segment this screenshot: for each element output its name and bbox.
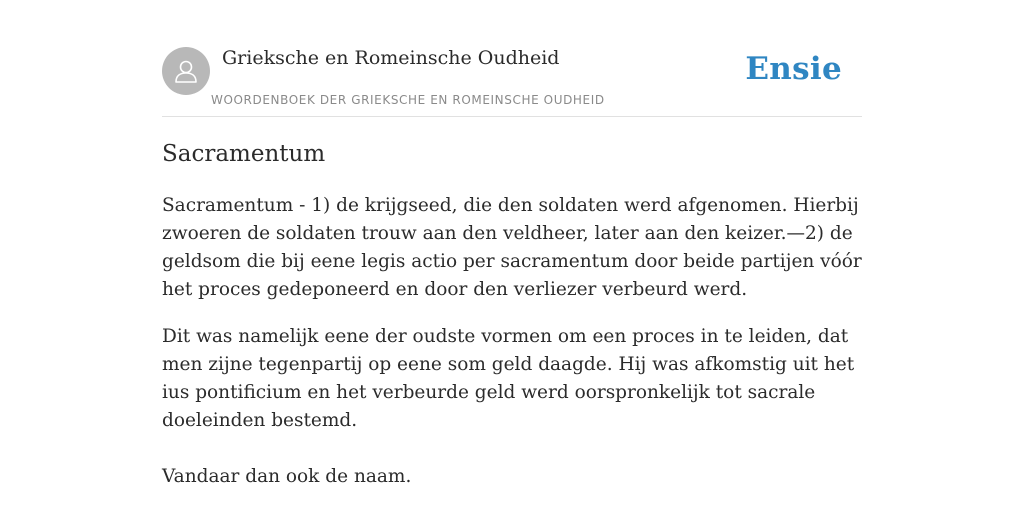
- dictionary-header: [162, 46, 862, 117]
- entry-title: Sacramentum: [162, 141, 326, 167]
- dictionary-title[interactable]: Grieksche en Romeinsche Oudheid: [222, 47, 560, 69]
- user-silhouette-icon: [172, 57, 200, 85]
- entry-paragraph: Sacramentum - 1) de krijgseed, die den soldaten werd afgenomen. Hierbij zwoeren de soldaten trouw aan den veldheer, later aan den keizer.—2) de geldsom die bij eene legis actio per sacramentum door beide partijen vóór het proces gedeponeerd en door den verliezer verbeurd werd.: [162, 195, 862, 300]
- entry-body: [162, 192, 862, 491]
- ensie-logo[interactable]: Ensie: [745, 51, 842, 87]
- dictionary-subtitle: WOORDENBOEK DER GRIEKSCHE EN ROMEINSCHE OUDHEID: [211, 93, 605, 107]
- entry-paragraph: Vandaar dan ook de naam.: [162, 466, 412, 487]
- dictionary-avatar[interactable]: [162, 47, 210, 95]
- entry-paragraph: Dit was namelijk eene der oudste vormen om een proces in te leiden, dat men zijne tegenpartij op eene som geld daagde. Hij was afkomstig uit het ius pontificium en het verbeurde geld werd oorspronkelijk tot sacrale doeleinden bestemd.: [162, 326, 855, 431]
